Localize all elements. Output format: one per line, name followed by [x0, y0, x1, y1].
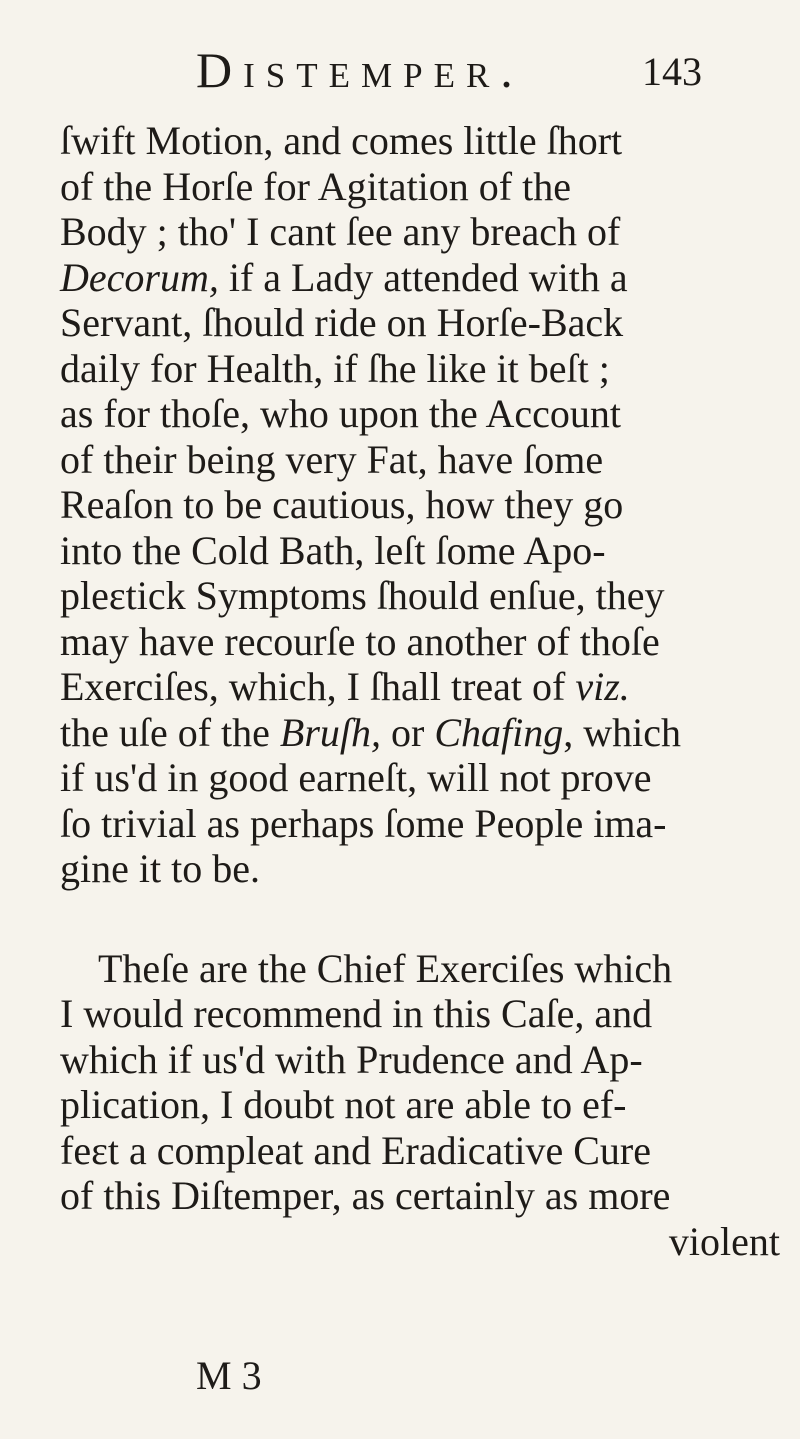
catchword: violent [668, 1218, 780, 1264]
text-line: ſwift Motion, and comes little ſhort [60, 118, 623, 163]
text-line: into the Cold Bath, leſt ſome Apo- [60, 527, 606, 573]
body-text [60, 118, 780, 1264]
running-head [196, 40, 776, 100]
text-line: ſo trivial as perhaps ſome People ima- [60, 800, 667, 846]
text-line [60, 710, 780, 756]
italic-word: Bruſh, [279, 709, 382, 755]
paragraph-2 [60, 946, 780, 1265]
text-line: Theſe are the Chief Exerciſes which [98, 945, 673, 991]
italic-word: viz. [575, 664, 630, 709]
text-line: plication, I doubt not are able to ef- [60, 1082, 627, 1127]
italic-word: Chafing [434, 709, 564, 755]
text-line: feɛt a compleat and Eradicative Cure [60, 1127, 651, 1173]
text-line: if us'd in good earneſt, will not prove [60, 755, 652, 800]
text-line: of their being very Fat, have ſome [60, 436, 604, 482]
running-title: Distemper. [196, 42, 524, 98]
text-line: Servant, ſhould ride on Horſe-Back [60, 300, 624, 345]
text-line: pleɛtick Symptoms ſhould enſue, they [60, 573, 665, 618]
line-text: , which [563, 709, 682, 755]
text-line [60, 664, 780, 710]
text-line: of the Horſe for Agitation of the [60, 163, 571, 209]
paragraph-1 [60, 118, 780, 892]
text-line: may have recourſe to another of thoſe [60, 618, 660, 664]
text-line: daily for Health, if ſhe like it beſt ; [60, 345, 610, 391]
text-line: which if us'd with Prudence and Ap- [60, 1036, 643, 1082]
text-line: Body ; tho' I cant ſee any breach of [60, 209, 621, 254]
text-line: as for thoſe, who upon the Account [60, 391, 621, 436]
italic-word: Decorum, [60, 254, 219, 300]
paragraph-gap [60, 892, 780, 946]
line-text: if a Lady attended with a [228, 254, 628, 300]
line-text: or [391, 709, 425, 755]
line-text: the uſe of the [60, 709, 270, 755]
text-line: of this Diſtemper, as certainly as more [60, 1173, 671, 1218]
text-line: I would recommend in this Caſe, and [60, 991, 653, 1036]
line-text: Exerciſes, which, I ſhall treat of [60, 664, 566, 709]
text-line [60, 255, 780, 301]
signature-mark: M 3 [196, 1353, 262, 1398]
page-number: 143 [642, 49, 702, 94]
text-line: gine it to be. [60, 846, 260, 891]
text-line: Reaſon to be cautious, how they go [60, 482, 624, 527]
